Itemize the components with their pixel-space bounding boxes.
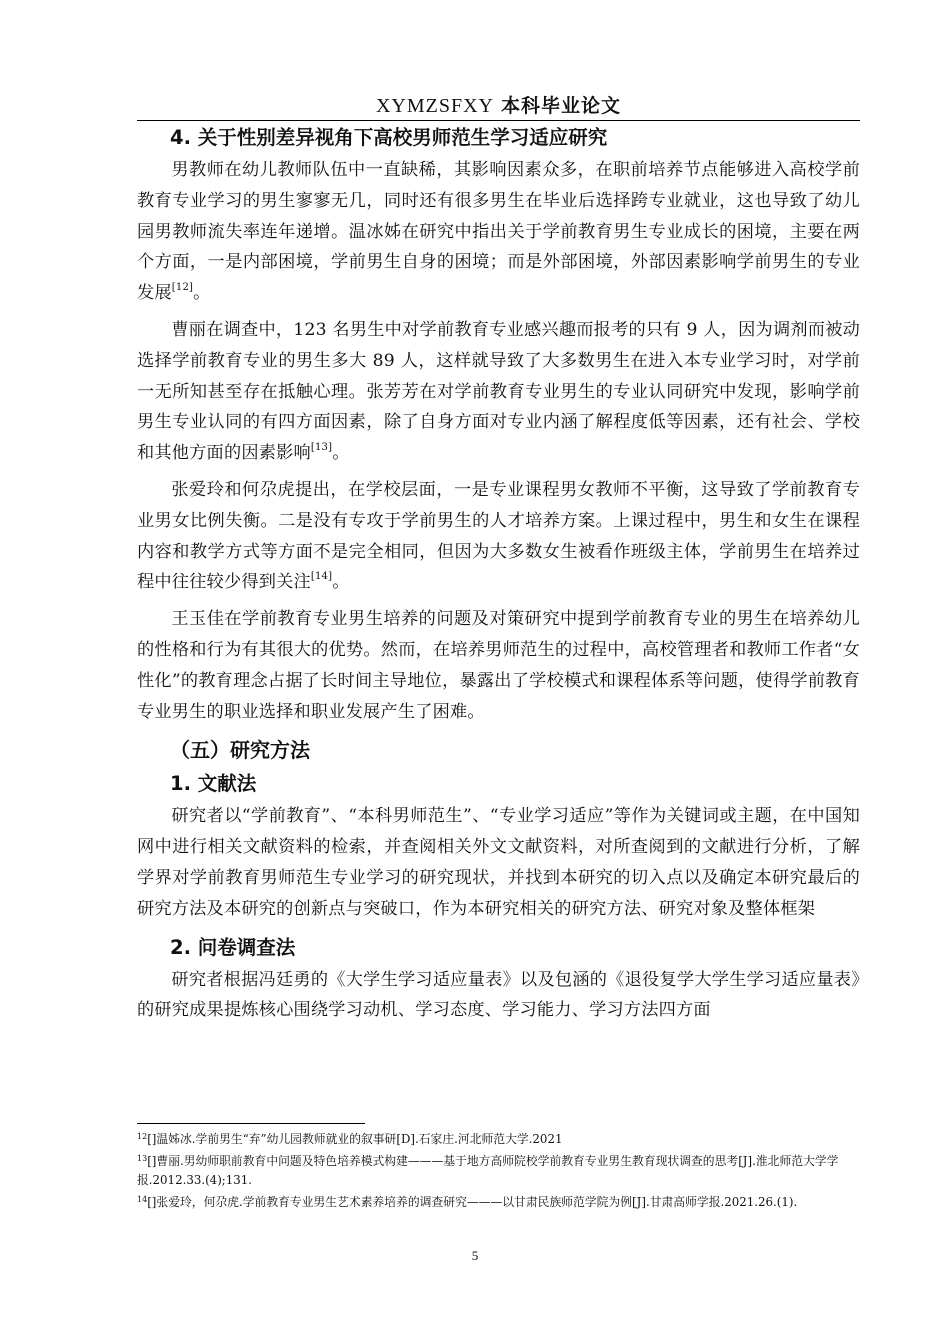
- page-header: [137, 92, 860, 121]
- footnote-number: 12: [137, 1132, 148, 1141]
- section-4-heading: 4. 关于性别差异视角下高校男师范生学习适应研究: [170, 126, 608, 149]
- paragraph-text: 曹丽在调查中，123 名男生中对学前教育专业感兴趣而报考的只有 9 人，因为调剂而被动选择学前教育专业的男生多大 89 人，这样就导致了大多数男生在进入本专业学习时，对学前一无所知甚至存在抵触心理。张芳芳在对学前教育专业男生的专业认同研究中发现，影响学前男生专业认同的有四方面因素，除了自身方面对专业内涵了解程度低等因素，还有社会、学校和其他方面的因素影响: [137, 319, 860, 464]
- citation-ref: [14]: [310, 571, 333, 583]
- paragraph: [137, 155, 860, 309]
- footnote-text: []张爱玲，何尕虎.学前教育专业男生艺术素养培养的调查研究———以甘肃民族师范学院为例[J].甘肃高师学报.2021.26.(1).: [147, 1195, 798, 1209]
- header-title: [137, 92, 860, 120]
- header-chinese: 本科毕业论文: [501, 95, 622, 117]
- footnote-number: 14: [137, 1195, 148, 1204]
- paragraph: [137, 475, 860, 598]
- footnote-number: 13: [137, 1154, 148, 1163]
- subsection-2-heading: 2. 问卷调查法: [170, 935, 296, 959]
- page-number: 5: [471, 1248, 479, 1263]
- paragraph-text: 张爱玲和何尕虎提出，在学校层面，一是专业课程男女教师不平衡，这导致了学前教育专业男女比例失衡。二是没有专攻于学前男生的人才培养方案。上课过程中，男生和女生在课程内容和教学方式等方面不是完全相同，但因为大多数女生被看作班级主体，学前男生在培养过程中往往较少得到关注: [137, 479, 860, 593]
- header-latin: XYMZSFXY: [375, 95, 494, 117]
- paragraph: 王玉佳在学前教育专业男生培养的问题及对策研究中提到学前教育专业的男生在培养幼儿的性格和行为有其很大的优势。然而，在培养男师范生的过程中，高校管理者和教师工作者“女性化”的教育理念占据了长时间主导地位，暴露出了学校模式和课程体系等问题，使得学前教育专业男生的职业选择和职业发展产生了困难。: [137, 609, 860, 722]
- paragraph-end: 。: [332, 572, 350, 593]
- footnote: [137, 1130, 860, 1149]
- footnote-text: []温姊冰.学前男生“弃”幼儿园教师就业的叙事研[D].石家庄.河北师范大学.2021: [147, 1132, 563, 1146]
- citation-ref: [13]: [310, 442, 333, 454]
- footnote-separator: [137, 1123, 365, 1124]
- paragraph-end: 。: [193, 283, 211, 304]
- paragraph: 研究者根据冯廷勇的《大学生学习适应量表》以及包涵的《退役复学大学生学习适应量表》的研究成果提炼核心围绕学习动机、学习态度、学习能力、学习方法四方面: [137, 969, 860, 1021]
- footnotes: [137, 1130, 860, 1215]
- paragraph: 研究者以“学前教育”、“本科男师范生”、“专业学习适应”等作为关键词或主题，在中国知网中进行相关文献资料的检索，并查阅相关外文文献资料，对所查阅到的文献进行分析，了解学界对学前教育男师范生专业学习的研究现状，并找到本研究的切入点以及确定本研究最后的研究方法及本研究的创新点与突破口，作为本研究相关的研究方法、研究对象及整体框架: [137, 806, 860, 919]
- citation-ref: [12]: [171, 282, 194, 294]
- footnote: [137, 1193, 860, 1212]
- footnote: [137, 1152, 860, 1190]
- page-body: [137, 121, 860, 1032]
- footnote-text: []曹丽.男幼师职前教育中问题及特色培养模式构建———基于地方高师院校学前教育专业男生教育现状调查的思考[J].淮北师范大学学报.2012.33.(4);131.: [137, 1154, 839, 1187]
- paragraph-text: 男教师在幼儿教师队伍中一直缺稀，其影响因素众多，在职前培养节点能够进入高校学前教育专业学习的男生寥寥无几，同时还有很多男生在毕业后选择跨专业就业，这也导致了幼儿园男教师流失率连年递增。温冰姊在研究中指出关于学前教育男生专业成长的困境，主要在两个方面，一是内部困境，学前男生自身的困境；而是外部困境，外部因素影响学前男生的专业发展: [137, 160, 860, 304]
- section-5-heading: （五）研究方法: [170, 738, 310, 763]
- subsection-1-heading: 1. 文献法: [170, 772, 257, 796]
- paragraph-end: 。: [332, 443, 350, 464]
- paragraph: [137, 315, 860, 469]
